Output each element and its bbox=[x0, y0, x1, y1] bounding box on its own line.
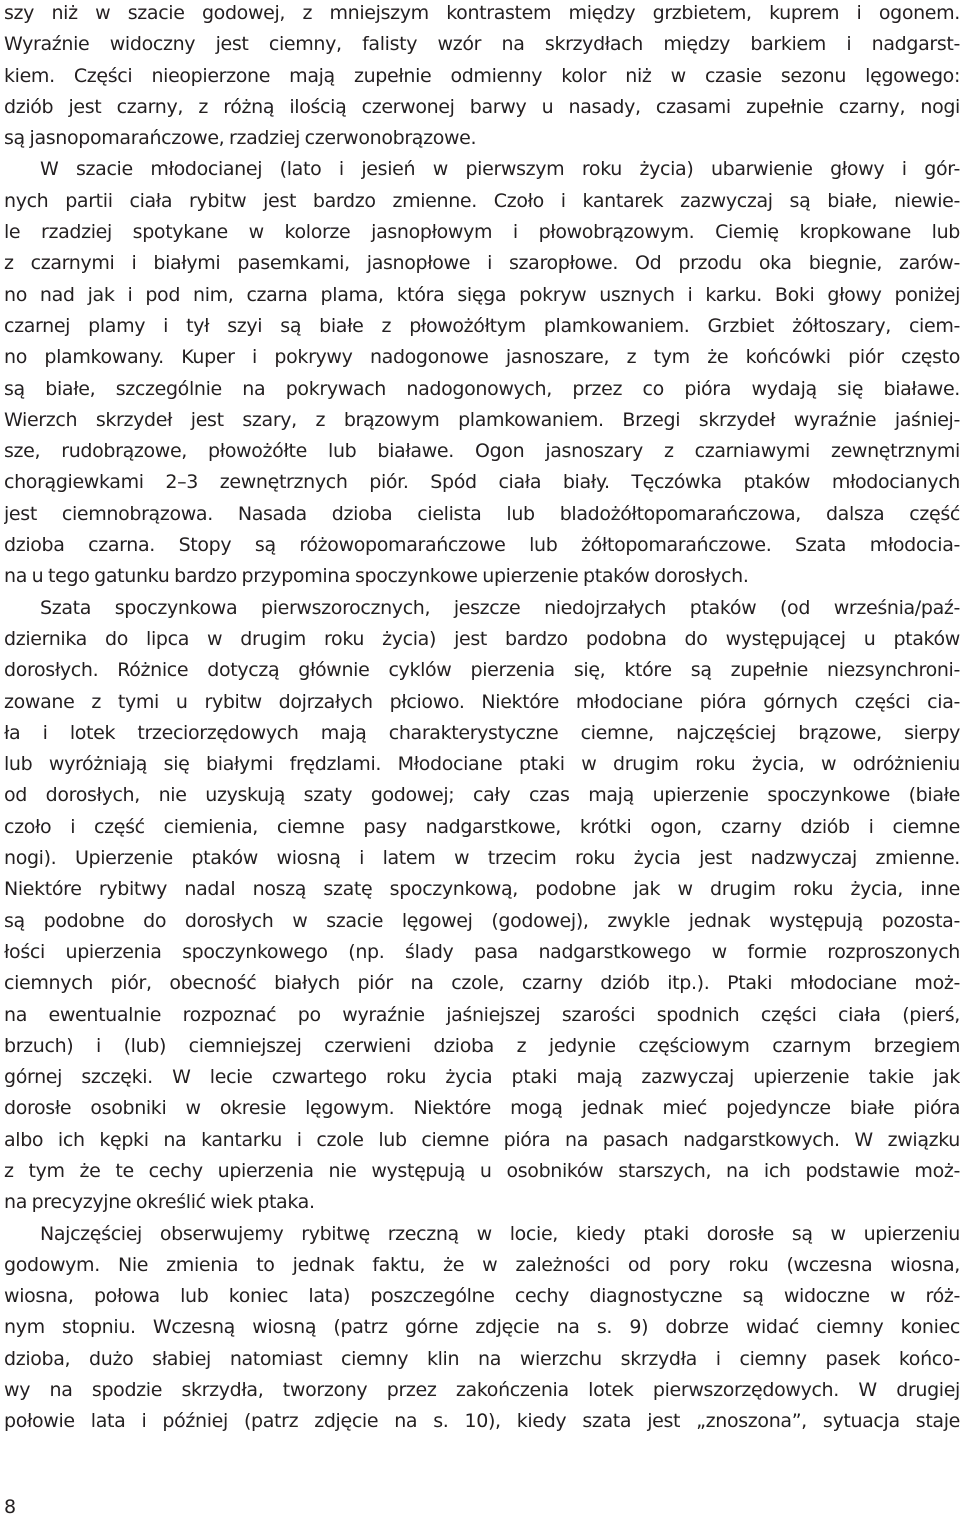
text-line: dziernika do lipca w drugim roku życia) jest bardzo podobna do występującej u ptaków bbox=[4, 627, 960, 650]
text-line: le rzadziej spotykane w kolorze jasnopłowym i płowobrązowym. Ciemię kropkowane lub bbox=[4, 221, 960, 244]
text-line: szy niż w szacie godowej, z mniejszym kontrastem między grzbietem, kuprem i ogonem. bbox=[4, 2, 960, 24]
text-line: no nad jak i pod nim, czarna plama, która sięga pokryw usznych i karku. Boki głowy poniżej bbox=[4, 283, 960, 306]
text-line: Wyraźnie widoczny jest ciemny, falisty wzór na skrzydłach między barkiem i nadgarst- bbox=[4, 33, 960, 56]
text-line: na precyzyjne określić wiek ptaka. bbox=[4, 1191, 315, 1214]
text-line: są jasnopomarańczowe, rzadziej czerwonobrązowe. bbox=[4, 127, 477, 150]
text-line: lub wyróżniają się białymi frędzlami. Młodociane ptaki w drugim roku życia, w odróżnieniu bbox=[4, 753, 960, 776]
text-line: zowane z tymi u rybitw dojrzałych płciowo. Niektóre młodociane pióra górnych części cia- bbox=[4, 690, 960, 713]
text-line: są podobne do dorosłych w szacie lęgowej (godowej), zwykle jednak występują pozosta- bbox=[4, 909, 960, 932]
text-line: godowym. Nie zmienia to jednak faktu, że w zależności od pory roku (wczesna wiosna, bbox=[4, 1253, 960, 1276]
text-line: górnej szczęki. W lecie czwartego roku życia ptaki mają zazwyczaj upierzenie takie jak bbox=[4, 1066, 960, 1089]
text-line: kiem. Części nieopierzone mają zupełnie odmienny kolor niż w czasie sezonu lęgowego: bbox=[4, 64, 960, 87]
text-line: no plamkowany. Kuper i pokrywy nadogonowe jasnoszare, z tym że końcówki piór często bbox=[4, 346, 960, 369]
text-line: albo ich kępki na kantarku i czole lub ciemne pióra na pasach nadgarstkowych. W związku bbox=[4, 1128, 960, 1151]
page-number: 8 bbox=[4, 1496, 17, 1518]
body-text bbox=[4, 0, 960, 1438]
text-line: czarnej plamy i tył szyi są białe z płowożółtym plamkowaniem. Grzbiet żółtoszary, ciem- bbox=[4, 314, 960, 337]
text-line: łości upierzenia spoczynkowego (np. ślady pasa nadgarstkowego w formie rozproszonych bbox=[4, 940, 960, 963]
text-line: sze, rudobrązowe, płowożółte lub białawe. Ogon jasnoszary z czarniawymi zewnętrznymi bbox=[4, 440, 960, 463]
text-line: nym stopniu. Wczesną wiosną (patrz górne zdjęcie na s. 9) dobrze widać ciemny koniec bbox=[4, 1316, 960, 1339]
text-line: na ewentualnie rozpoznać po wyraźnie jaśniejszej szarości spodnich części ciała (pierś, bbox=[4, 1003, 960, 1026]
text-line: dzioba czarna. Stopy są różowopomarańczowe lub żółtopomarańczowe. Szata młodocia- bbox=[4, 534, 960, 557]
text-line: są białe, szczególnie na pokrywach nadogonowych, przez co pióra wydają się białawe. bbox=[4, 377, 960, 400]
text-line: chorągiewkami 2–3 zewnętrznych piór. Spód ciała biały. Tęczówka ptaków młodocianych bbox=[4, 471, 960, 494]
text-line: dziób jest czarny, z różną ilością czerwonej barwy u nasady, czasami zupełnie czarny, nogi bbox=[4, 95, 960, 118]
text-line: nych partii ciała rybitw jest bardzo zmienne. Czoło i kantarek zazwyczaj są białe, niewie- bbox=[4, 189, 960, 212]
text-line: dzioba, dużo słabiej natomiast ciemny klin na wierzchu skrzydła i ciemny pasek końco- bbox=[4, 1347, 960, 1370]
text-line: ła i lotek trzeciorzędowych mają charakterystyczne ciemne, najczęściej brązowe, sierpy bbox=[4, 721, 960, 744]
text-line: Niektóre rybitwy nadal noszą szatę spoczynkową, podobne jak w drugim roku życia, inne bbox=[4, 878, 960, 901]
text-line: połowie lata i później (patrz zdjęcie na s. 10), kiedy szata jest „znoszona”, sytuacja staje bbox=[4, 1410, 960, 1433]
text-line: wiosna, połowa lub koniec lata) poszczególne cechy diagnostyczne są widoczne w róż- bbox=[4, 1285, 960, 1308]
text-line: Najczęściej obserwujemy rybitwę rzeczną w locie, kiedy ptaki dorosłe są w upierzeniu bbox=[40, 1222, 960, 1245]
text-line: W szacie młodocianej (lato i jesień w pierwszym roku życia) ubarwienie głowy i gór- bbox=[40, 158, 960, 181]
text-line: nogi). Upierzenie ptaków wiosną i latem w trzecim roku życia jest nadzwyczaj zmienne. bbox=[4, 847, 960, 870]
text-line: ciemnych piór, obecność białych piór na czole, czarny dziób itp.). Ptaki młodociane moż- bbox=[4, 972, 960, 995]
text-line: dorosłe osobniki w okresie lęgowym. Niektóre mogą jednak mieć pojedyncze białe pióra bbox=[4, 1097, 960, 1120]
text-line: jest ciemnobrązowa. Nasada dzioba cielista lub bladożółtopomarańczowa, dalsza część bbox=[4, 502, 960, 525]
text-line: z czarnymi i białymi pasemkami, jasnopłowe i szaropłowe. Od przodu oka biegnie, zarów- bbox=[4, 252, 960, 275]
text-line: wy na spodzie skrzydła, tworzony przez zakończenia lotek pierwszorzędowych. W drugiej bbox=[4, 1379, 960, 1402]
text-line: od dorosłych, nie uzyskują szaty godowej; cały czas mają upierzenie spoczynkowe (białe bbox=[4, 784, 960, 807]
text-line: z tym że te cechy upierzenia nie występują u osobników starszych, na ich podstawie moż- bbox=[4, 1159, 960, 1182]
text-line: brzuch) i (lub) ciemniejszej czerwieni dzioba z jedynie częściowym czarnym brzegiem bbox=[4, 1034, 960, 1057]
text-line: czoło i część ciemienia, ciemne pasy nadgarstkowe, krótki ogon, czarny dziób i ciemne bbox=[4, 815, 960, 838]
text-line: dorosłych. Różnice dotyczą głównie cyklów pierzenia się, które są zupełnie niezsynchroni- bbox=[4, 659, 960, 682]
text-line: Wierzch skrzydeł jest szary, z brązowym plamkowaniem. Brzegi skrzydeł wyraźnie jaśniej- bbox=[4, 408, 960, 431]
text-line: Szata spoczynkowa pierwszorocznych, jeszcze niedojrzałych ptaków (od września/paź- bbox=[40, 596, 960, 619]
text-line: na u tego gatunku bardzo przypomina spoczynkowe upierzenie ptaków dorosłych. bbox=[4, 565, 749, 588]
